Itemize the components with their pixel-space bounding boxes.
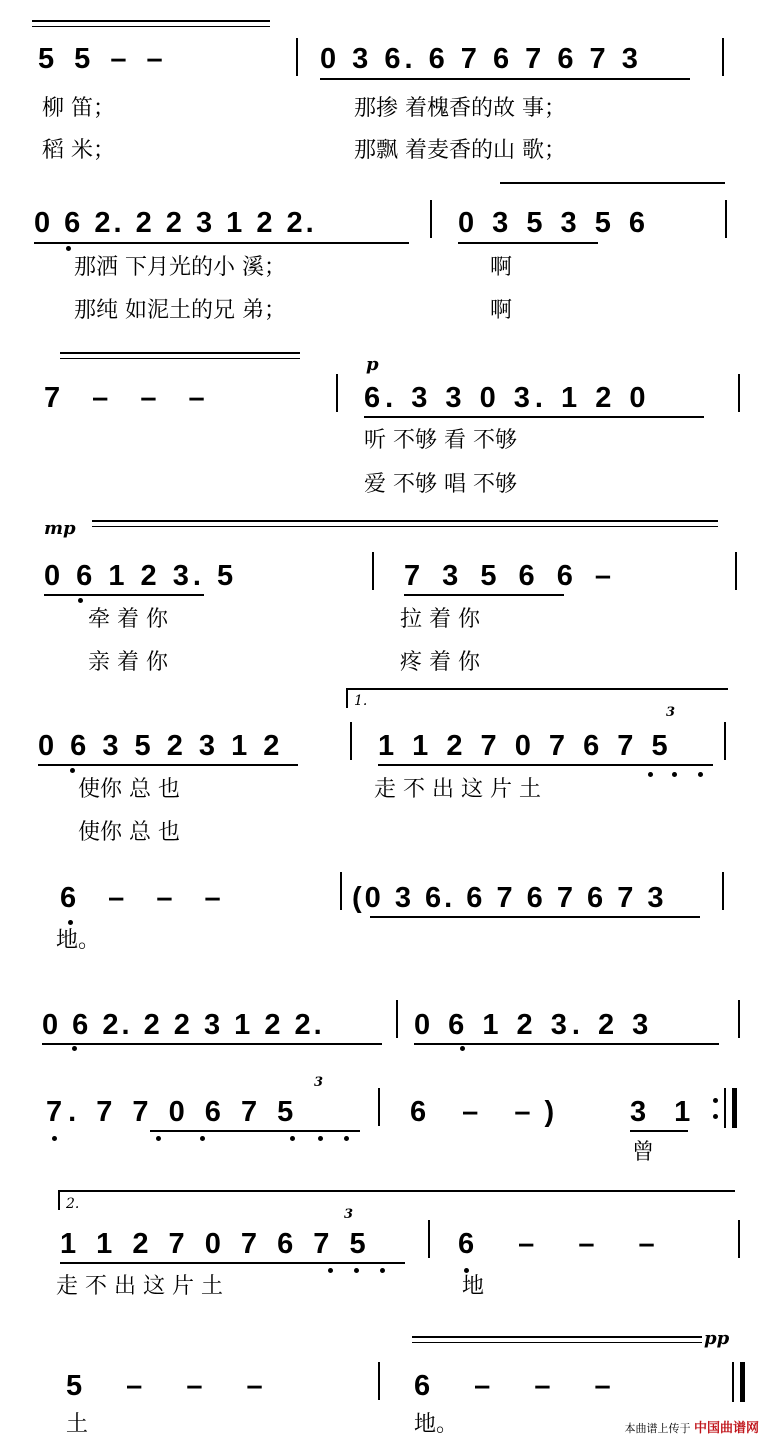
low-octave-dot xyxy=(68,920,73,925)
measure-notes: 6. 3 3 0 3. 1 2 0 xyxy=(364,382,651,414)
barline xyxy=(296,38,298,76)
measure-notes: 7 3 5 6 6 – xyxy=(404,560,619,592)
barline xyxy=(725,200,727,238)
dynamic-mp: mp xyxy=(44,518,76,539)
beam-underline xyxy=(34,242,409,244)
barline xyxy=(722,872,724,910)
measure-notes: 0 6 3 5 2 3 1 2 xyxy=(38,730,284,762)
low-octave-dot xyxy=(52,1136,57,1141)
beam-underline xyxy=(458,242,598,244)
lyric-line: 爱 不够 唱 不够 xyxy=(364,472,517,497)
dynamic-p: p xyxy=(366,354,379,375)
measure-notes: 6 – –) xyxy=(410,1096,569,1128)
lyric-line: 那洒 下月光的小 溪； xyxy=(74,255,286,280)
lyric-line: 牵 着 你 xyxy=(88,607,168,632)
low-octave-dot xyxy=(344,1136,349,1141)
barline xyxy=(724,722,726,760)
measure-notes: 6 – – – xyxy=(458,1228,673,1260)
beam-underline xyxy=(60,1262,405,1264)
measure-notes: 7 – – – xyxy=(44,382,217,414)
measure-notes: (0 3 6. 6 7 6 7 6 7 3 xyxy=(352,882,667,914)
final-barline-thick xyxy=(740,1362,745,1402)
lyric-line: 那掺 着槐香的故 事； xyxy=(354,96,566,121)
barline xyxy=(378,1362,380,1400)
measure-notes: 1 1 2 7 0 7 6 7 5 xyxy=(60,1228,372,1260)
slur-line xyxy=(32,20,270,22)
crescendo-line xyxy=(92,520,718,522)
barline xyxy=(428,1220,430,1258)
barline xyxy=(396,1000,398,1038)
lyric-line: 使你 总 也 xyxy=(78,777,180,802)
beam-underline xyxy=(364,416,704,418)
lyric-line: 听 不够 看 不够 xyxy=(364,428,517,453)
tuplet-mark: 3 xyxy=(666,705,676,720)
low-octave-dot xyxy=(380,1268,385,1273)
low-octave-dot xyxy=(78,598,83,603)
lyric-line: 那纯 如泥土的兄 弟； xyxy=(74,298,286,323)
lyric-line: 曾 xyxy=(632,1140,655,1165)
low-octave-dot xyxy=(200,1136,205,1141)
low-octave-dot xyxy=(72,1046,77,1051)
final-barline xyxy=(732,1362,734,1402)
second-ending-label: 2. xyxy=(66,1196,80,1212)
barline xyxy=(378,1088,380,1126)
low-octave-dot xyxy=(460,1046,465,1051)
lyric-line: 啊 xyxy=(490,298,513,323)
measure-notes: 0 6 1 2 3. 5 xyxy=(44,560,238,592)
decrescendo-line xyxy=(412,1336,702,1338)
beam-underline xyxy=(44,594,204,596)
upload-credit xyxy=(624,1417,759,1436)
measure-notes: 0 6 1 2 3. 2 3 xyxy=(414,1009,654,1041)
measure-notes: 5 – – – xyxy=(66,1370,281,1402)
low-octave-dot xyxy=(698,772,703,777)
lyric-line: 地 xyxy=(462,1274,485,1299)
decrescendo-line xyxy=(412,1342,702,1343)
tuplet-mark: 3 xyxy=(344,1207,354,1222)
low-octave-dot xyxy=(672,772,677,777)
barline xyxy=(372,552,374,590)
barline xyxy=(350,722,352,760)
low-octave-dot xyxy=(318,1136,323,1141)
dynamic-pp: pp xyxy=(704,1328,730,1349)
measure-notes: 0 6 2. 2 2 3 1 2 2. xyxy=(34,207,317,239)
lyric-line: 亲 着 你 xyxy=(88,650,168,675)
barline xyxy=(430,200,432,238)
repeat-dot xyxy=(713,1098,718,1103)
lyric-line: 土 xyxy=(66,1412,89,1437)
lyric-line: 拉 着 你 xyxy=(400,607,480,632)
site-logo: 中国曲谱网 xyxy=(693,1421,759,1436)
barline xyxy=(336,374,338,412)
lyric-line: 地。 xyxy=(56,928,101,953)
beam-underline xyxy=(150,1130,360,1132)
beam-underline xyxy=(42,1043,382,1045)
lyric-line: 稻 米； xyxy=(42,138,115,163)
beam-underline xyxy=(370,916,700,918)
barline xyxy=(738,1220,740,1258)
low-octave-dot xyxy=(66,246,71,251)
measure-notes: 7. 7 7 0 6 7 5 xyxy=(46,1096,300,1128)
lyric-line: 走 不 出 这 片 土 xyxy=(374,777,541,802)
barline xyxy=(738,374,740,412)
barline xyxy=(722,38,724,76)
measure-notes: 0 3 5 3 5 6 xyxy=(458,207,651,239)
lyric-line: 疼 着 你 xyxy=(400,650,480,675)
beam-underline xyxy=(414,1043,719,1045)
beam-underline xyxy=(404,594,564,596)
low-octave-dot xyxy=(290,1136,295,1141)
lyric-line: 柳 笛； xyxy=(42,96,115,121)
low-octave-dot xyxy=(464,1268,469,1273)
first-ending-label: 1. xyxy=(354,693,368,709)
beam-underline xyxy=(630,1130,688,1132)
lyric-line: 使你 总 也 xyxy=(78,820,180,845)
low-octave-dot xyxy=(70,768,75,773)
upload-credit-text: 本曲谱上传于 xyxy=(624,1422,691,1435)
low-octave-dot xyxy=(648,772,653,777)
measure-notes: 6 – – – xyxy=(60,882,233,914)
barline xyxy=(738,1000,740,1038)
measure-notes: 0 6 2. 2 2 3 1 2 2. xyxy=(42,1009,325,1041)
repeat-barline-thick xyxy=(732,1088,737,1128)
slur-line xyxy=(60,352,300,354)
measure-notes: 6 – – – xyxy=(414,1370,629,1402)
slur-line xyxy=(32,26,270,27)
lyric-line: 走 不 出 这 片 土 xyxy=(56,1274,223,1299)
measure-notes: 0 3 6. 6 7 6 7 6 7 3 xyxy=(320,43,642,75)
measure-notes: 1 1 2 7 0 7 6 7 5 xyxy=(378,730,673,762)
repeat-barline xyxy=(724,1088,726,1128)
slur-line xyxy=(60,358,300,359)
barline xyxy=(735,552,737,590)
barline xyxy=(340,872,342,910)
measure-notes: 5 5 – – xyxy=(38,43,169,75)
lyric-line: 地。 xyxy=(414,1412,459,1437)
low-octave-dot xyxy=(354,1268,359,1273)
beam-underline xyxy=(320,78,690,80)
lyric-line: 啊 xyxy=(490,255,513,280)
lyric-line: 那飘 着麦香的山 歌； xyxy=(354,138,566,163)
slur-line xyxy=(500,182,725,184)
beam-underline xyxy=(378,764,713,766)
low-octave-dot xyxy=(328,1268,333,1273)
repeat-dot xyxy=(713,1114,718,1119)
second-ending-bracket xyxy=(58,1190,735,1210)
tuplet-mark: 3 xyxy=(314,1075,324,1090)
crescendo-line xyxy=(92,526,718,527)
low-octave-dot xyxy=(156,1136,161,1141)
beam-underline xyxy=(38,764,298,766)
measure-notes: 3 1 xyxy=(630,1096,701,1128)
